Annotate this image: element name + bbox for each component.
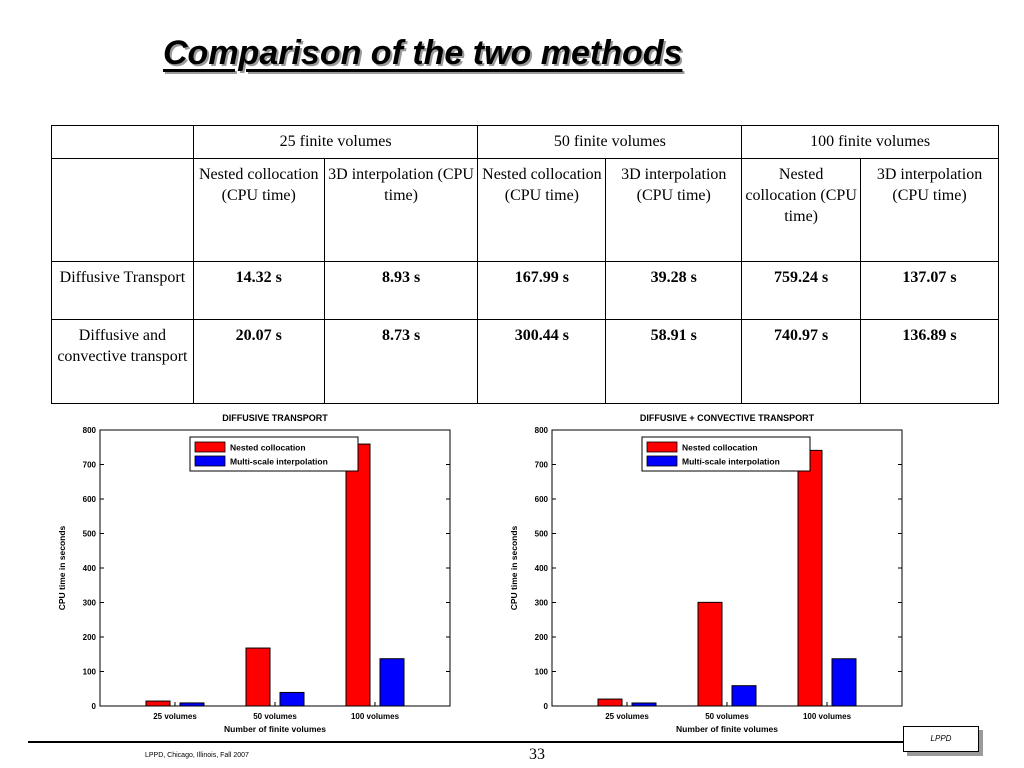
- chart1-bar-nested-2: [798, 450, 822, 706]
- chart-diffusive: [30, 406, 470, 738]
- chart1-ytick-label: 100: [534, 667, 548, 677]
- table-cell: 14.32 s: [193, 262, 324, 320]
- chart1-bar-multiscale-0: [632, 703, 656, 706]
- row-label: Diffusive Transport: [52, 262, 194, 320]
- chart0-xtick-label: 50 volumes: [253, 712, 297, 721]
- chart1-xtick-label: 25 volumes: [605, 712, 649, 721]
- chart1-legend-label-0: Nested collocation: [682, 442, 758, 453]
- table-cell: 8.93 s: [324, 262, 478, 320]
- chart0-ytick-label: 600: [82, 495, 96, 504]
- chart0-ytick-label: 400: [82, 564, 96, 573]
- chart1-bar-nested-0: [598, 699, 622, 706]
- chart-diffusive-svg: [30, 406, 470, 738]
- sub-header-cell: Nested collocation (CPU time): [742, 159, 861, 262]
- sub-header-cell: 3D interpolation (CPU time): [606, 159, 742, 262]
- chart0-legend-label-0: Nested collocation: [230, 442, 306, 453]
- table-group-header-row: [52, 126, 999, 159]
- chart-diffusive-convective-svg: [482, 406, 922, 738]
- chart1-ytick-label: 700: [534, 460, 548, 470]
- table-empty-cell: [52, 159, 194, 262]
- footer-divider: [493, 741, 903, 743]
- chart0-ytick-label: 500: [82, 529, 96, 539]
- chart0-xtick-label: 25 volumes: [153, 712, 197, 721]
- chart1-legend-swatch-1: [647, 456, 677, 466]
- chart0-legend-swatch-1: [195, 456, 225, 466]
- chart1-ylabel: CPU time in seconds: [509, 525, 519, 611]
- table-row: [52, 320, 999, 404]
- chart0-legend-swatch-0: [195, 442, 225, 452]
- chart-diffusive-convective: [482, 406, 922, 738]
- table-row: [52, 262, 999, 320]
- table-cell: 8.73 s: [324, 320, 478, 404]
- chart1-bar-multiscale-1: [732, 686, 756, 706]
- slide-title: Comparison of the two methods: [163, 34, 683, 72]
- chart1-title: DIFFUSIVE + CONVECTIVE TRANSPORT: [639, 413, 815, 423]
- sub-header-cell: Nested collocation (CPU time): [193, 159, 324, 262]
- chart0-bar-multiscale-1: [280, 692, 304, 706]
- table-cell: 740.97 s: [742, 320, 861, 404]
- sub-header-cell: 3D interpolation (CPU time): [324, 159, 478, 262]
- chart0-ytick-label: 0: [91, 702, 96, 711]
- group-header-100: 100 finite volumes: [742, 126, 999, 159]
- chart0-bar-multiscale-0: [180, 703, 204, 706]
- chart0-ytick-label: 800: [82, 426, 96, 435]
- chart0-xlabel: Number of finite volumes: [223, 724, 327, 734]
- chart0-ytick-label: 200: [82, 633, 96, 642]
- lppd-logo: LPPD: [903, 726, 979, 752]
- table-corner-cell: [52, 126, 194, 159]
- sub-header-cell: Nested collocation (CPU time): [478, 159, 606, 262]
- table-cell: 137.07 s: [861, 262, 999, 320]
- chart0-bar-nested-2: [346, 444, 370, 706]
- sub-header-cell: 3D interpolation (CPU time): [861, 159, 999, 262]
- chart1-xtick-label: 100 volumes: [802, 712, 852, 721]
- chart1-ytick-label: 0: [543, 702, 548, 711]
- comparison-table: [51, 125, 999, 404]
- chart0-bar-multiscale-2: [380, 659, 404, 706]
- table-sub-header-row: [52, 159, 999, 262]
- chart0-xtick-label: 100 volumes: [350, 712, 400, 721]
- table-cell: 39.28 s: [606, 262, 742, 320]
- chart1-ytick-label: 800: [534, 426, 548, 435]
- chart1-ytick-label: 600: [534, 495, 548, 504]
- table-cell: 167.99 s: [478, 262, 606, 320]
- chart0-ytick-label: 100: [82, 667, 96, 677]
- chart1-xtick-label: 50 volumes: [705, 712, 749, 721]
- chart1-ytick-label: 500: [534, 529, 548, 539]
- chart1-legend-label-1: Multi-scale interpolation: [682, 456, 780, 467]
- group-header-50: 50 finite volumes: [478, 126, 742, 159]
- table-cell: 759.24 s: [742, 262, 861, 320]
- chart1-ytick-label: 400: [534, 564, 548, 573]
- footer-text: LPPD, Chicago, Illinois, Fall 2007: [145, 752, 249, 759]
- row-label: Diffusive and convective transport: [52, 320, 194, 404]
- table-cell: 58.91 s: [606, 320, 742, 404]
- chart0-ytick-label: 300: [82, 598, 96, 608]
- chart1-xlabel: Number of finite volumes: [675, 724, 779, 734]
- chart0-ylabel: CPU time in seconds: [57, 525, 67, 611]
- chart1-legend-swatch-0: [647, 442, 677, 452]
- footer-divider: [28, 741, 493, 743]
- chart1-bar-nested-1: [698, 602, 722, 706]
- chart0-legend-label-1: Multi-scale interpolation: [230, 456, 328, 467]
- page-number: 33: [529, 746, 545, 763]
- table-cell: 136.89 s: [861, 320, 999, 404]
- group-header-25: 25 finite volumes: [193, 126, 478, 159]
- chart1-ytick-label: 300: [534, 598, 548, 608]
- chart1-bar-multiscale-2: [832, 659, 856, 706]
- chart0-ytick-label: 700: [82, 460, 96, 470]
- table-cell: 20.07 s: [193, 320, 324, 404]
- chart1-ytick-label: 200: [534, 633, 548, 642]
- chart0-title: DIFFUSIVE TRANSPORT: [222, 413, 328, 423]
- chart0-bar-nested-1: [246, 648, 270, 706]
- table-cell: 300.44 s: [478, 320, 606, 404]
- chart0-bar-nested-0: [146, 701, 170, 706]
